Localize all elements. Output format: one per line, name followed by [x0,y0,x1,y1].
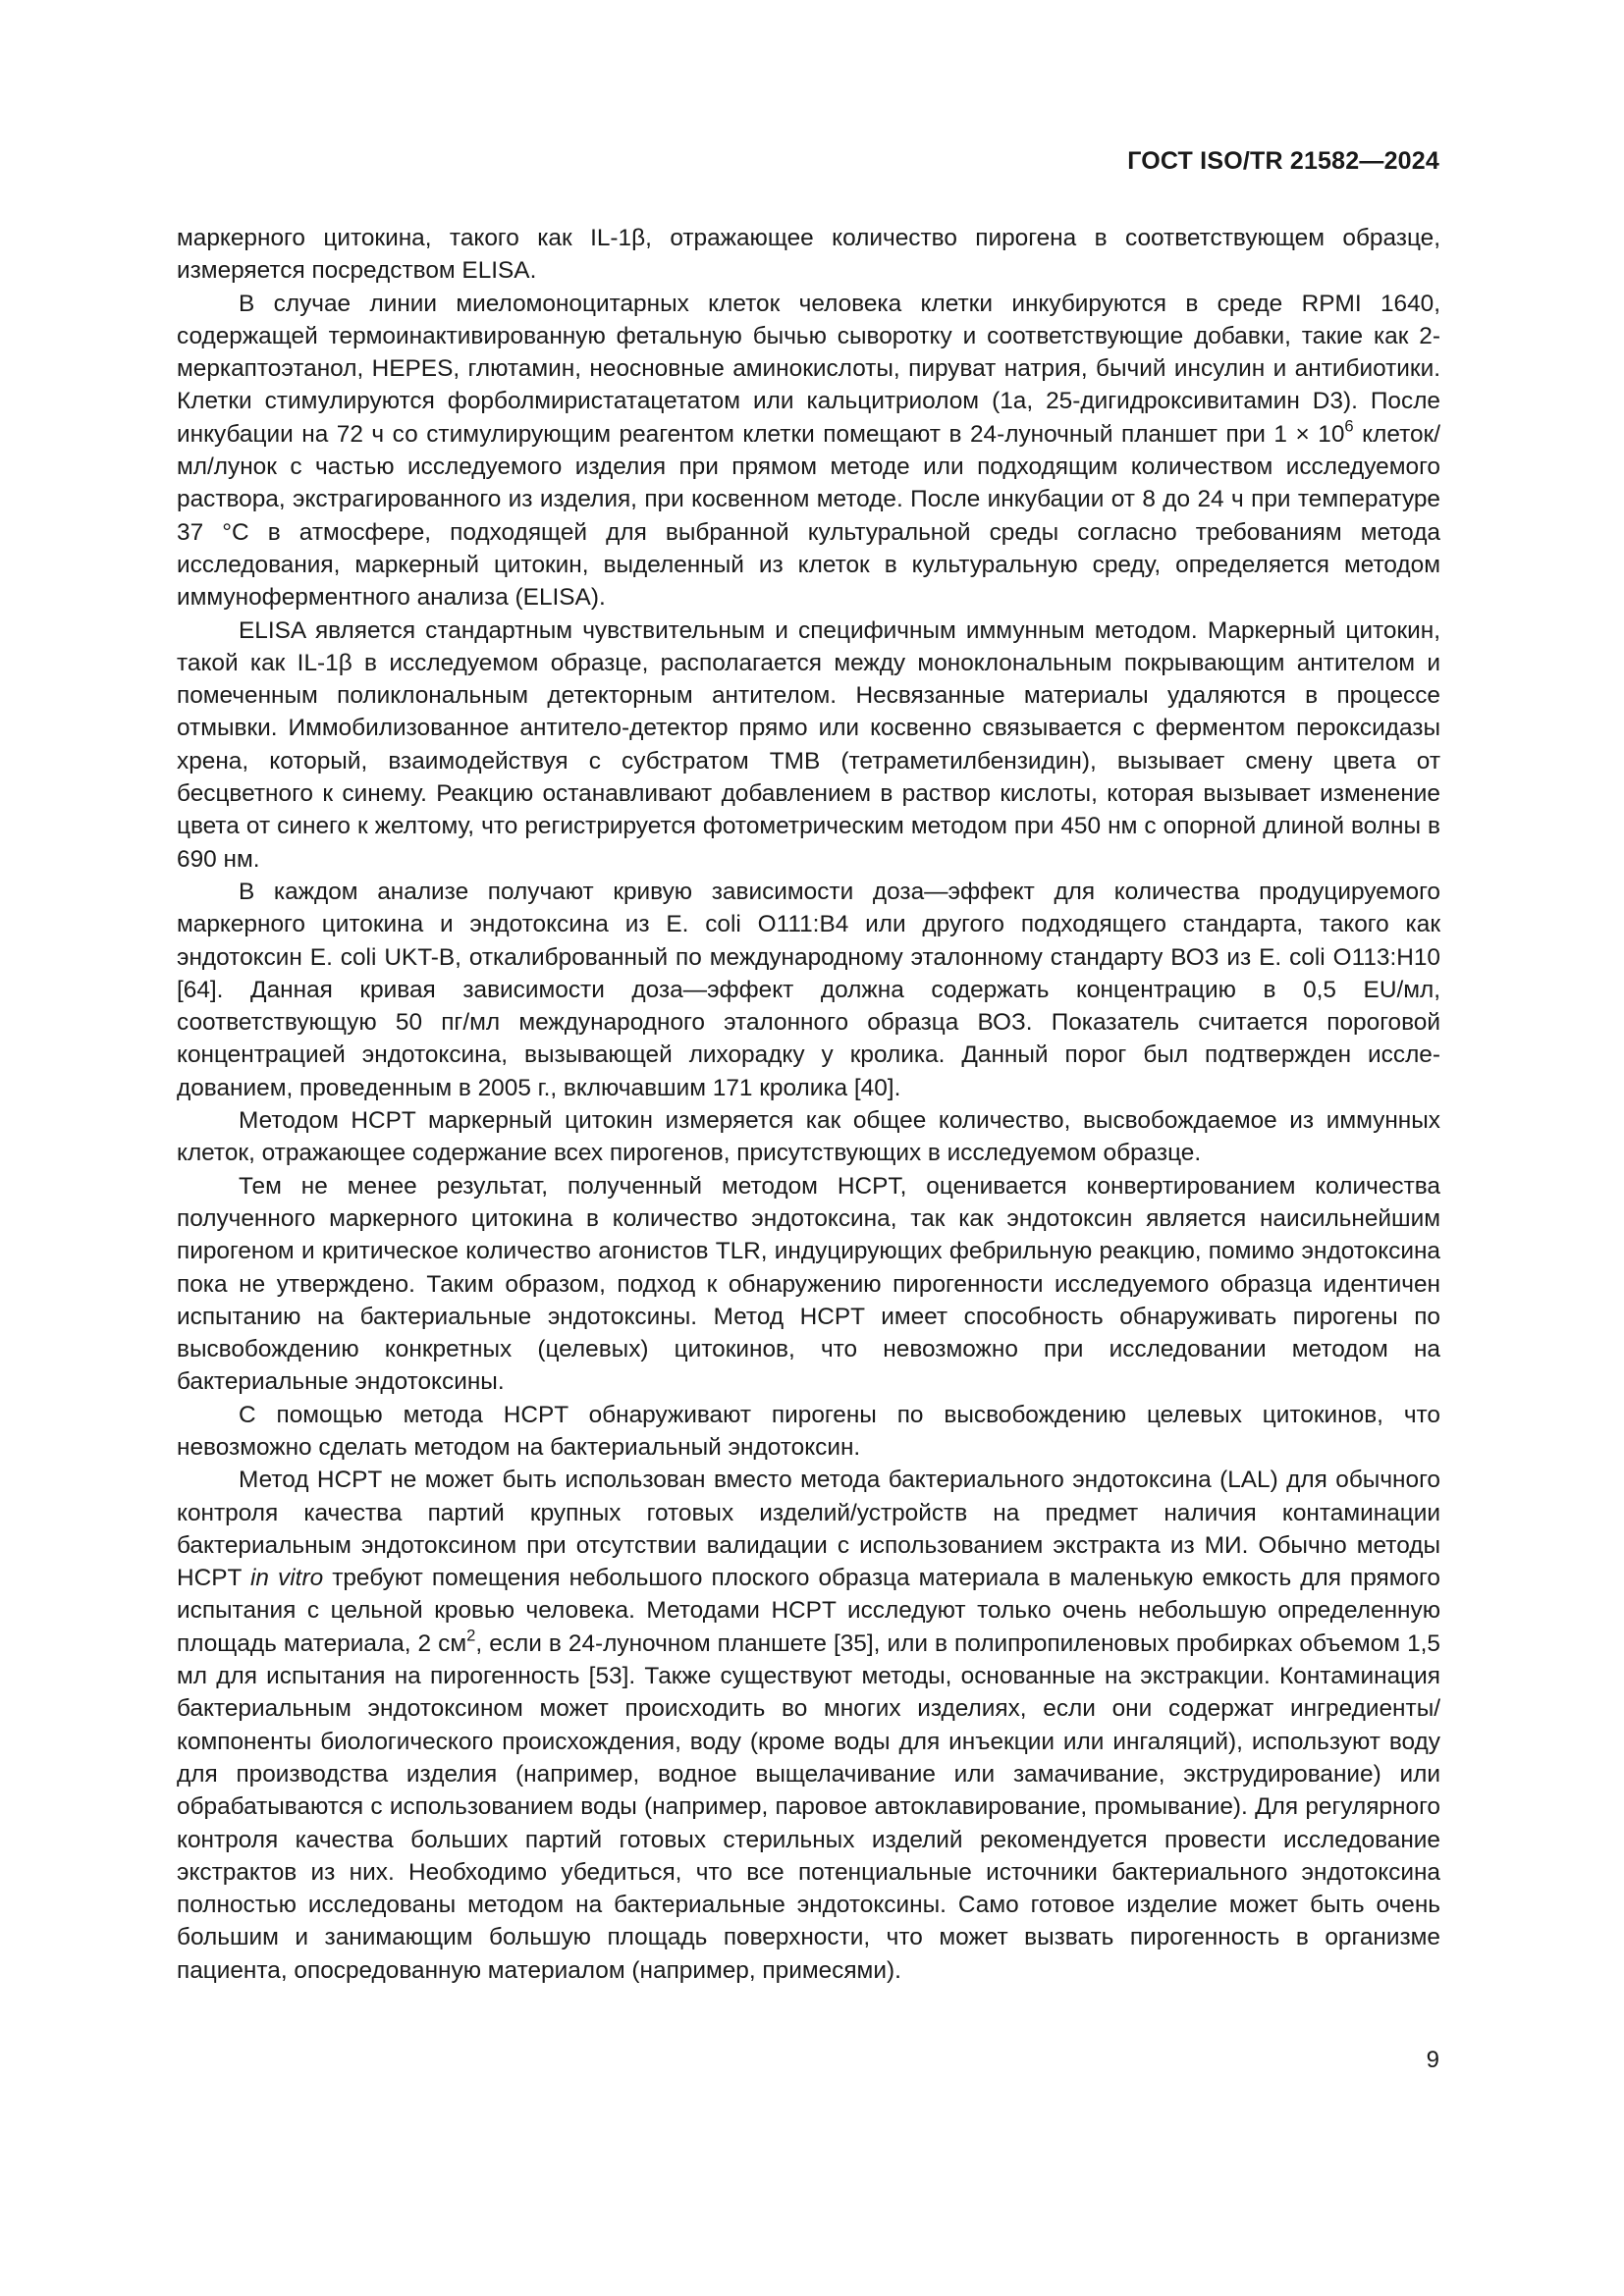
paragraph-text: клеток/мл/лунок с частью исследуемого изделия при прямом методе или подходящим количеством исследуемого раствора, экстрагированного из изделия, при косвенном методе. После инкубации от 8 до 24 ч при температуре 37 °С в атмосфере, подходящей для выбранной культуральной среды согласно требованиям метода исследования, маркерный цитокин, выделенный из клеток в культуральную среду, определяется методом иммуноферментного анализа (ELISA). [177,420,1440,612]
paragraph-text: В случае линии миеломоноцитарных клеток человека клетки инкубируются в среде RPMI 1640, содержащей термоинактивированную фетальную бычью сыворотку и соответствующие добавки, такие как 2-меркаптоэтанол, HEPES, глютамин, неосновные аминокислоты, пируват натрия, бычий инсулин и антибиотики. Клетки стимулируются форболмиристатацетатом или кальцитриолом (1а, 25-дигидроксивитамин D3). После инкубации на 72 ч со стимулирующим реагентом клетки помещают в 24-луночный планшет при 1 × 10 [177,290,1440,448]
paragraph-text: , если в 24-луночном планшете [35], или в полипропиленовых пробирках объемом 1,5 мл для испытания на пирогенность [53]. Также существуют методы, основанные на экстракции. Контаминация бактериальным эндотоксином может происходить во многих изделиях, если они содержат ингредиенты/компоненты биологического происхождения, воду (кроме воды для инъекции или ингаляций), используют воду для производства изделия (например, водное выщелачивание или замачивание, экструдирование) или обрабатываются с использованием воды (например, паровое автоклавирование, промывание). Для регулярного контроля качества больших партий готовых стерильных изделий рекомендуется провести исследование экстрактов из них. Необходимо убедиться, что все потенциальные источники бактериального эндотоксина полностью исследованы методом на бактериальные эндотоксины. Само готовое изделие может быть очень большим и занимающим большую площадь поверхности, что может вызвать пирогенность в организме пациента, опосредованную материалом (например, примесями). [177,1629,1440,1984]
paragraph-elisa: ELISA является стандартным чувствительным и специфичным иммунным методом. Маркерный цитокин, такой как IL-1β в исследуемом образце, располагается между моноклональным покрывающим антителом и помеченным поликлональным детекторным антителом. Несвязанные материалы удаляются в процессе отмывки. Иммобилизованное антитело-детектор прямо или косвенно связывается с ферментом пероксидазы хрена, который, взаимодействуя с субстратом ТМВ (тетраметилбензидин), вызывает смену цвета от бесцветного к синему. Реакцию останавливают добавлением в раствор кислоты, которая вызывает изменение цвета от синего к желтому, что регистрируется фотометрическим методом при 450 нм с опорной длиной волны в 690 нм. [177,616,1440,873]
paragraph-continuation: маркерного цитокина, такого как IL-1β, отражающее количество пирогена в соответствующем образце, измеряется посредством ELISA. [177,225,1440,285]
paragraph-hcpt-measurement: Методом HCPT маркерный цитокин измеряется как общее количество, высвобождаемое из иммунных клеток, отражающее содержание всех пирогенов, присутствующих в исследуемом образце. [177,1107,1440,1167]
italic-term: in vitro [250,1565,324,1592]
paragraph-hcpt-detection: С помощью метода HCPT обнаруживают пирогены по высвобождению целевых цитокинов, что невозможно сделать методом на бактериальный эндотоксин. [177,1401,1440,1461]
standard-designation: ГОСТ ISO/TR 21582—2024 [1127,147,1439,175]
paragraph-cell-incubation [177,288,1440,614]
paragraph-hcpt-result: Тем не менее результат, полученный методом HCPT, оценивается конвертированием количества полученного маркерного цитокина в количество эндотоксина, так как эндотоксин является наисильнейшим пирогеном и критическое количество агонистов TLR, индуцирующих фебрильную реакцию, помимо эндотоксина пока не утверждено. Таким образом, подход к обнаружению пирогенности исследуемого образца идентичен испытанию на бактериальные эндотоксины. Метод HCPT имеет способность обнаруживать пирогены по высвобождению конкретных (целевых) цитокинов, что невозможно при исследовании методом на бактериальные эндотоксины. [177,1172,1440,1396]
page-number: 9 [1426,2047,1439,2073]
paragraph-dose-response: В каждом анализе получают кривую зависимости доза—эффект для количества продуцируемого маркерного цитокина и эндотоксина из Е. coli O111:B4 или другого подходящего стандарта, такого как эндотоксин Е. coli UKT-B, откалиброванный по международному эталонному стандарту ВОЗ из Е. coli O113:H10 [64]. Данная кривая зависимости доза—эффект должна содержать концентрацию в 0,5 EU/мл, соответствующую 50 пг/мл международного эталонного образца ВОЗ. Показатель считается пороговой концентрацией эндотоксина, вызывающей лихорадку у кролика. Данный порог был подтвержден исследованием, проведенным в 2005 г., включавшим 171 кролика [40]. [177,878,1440,1101]
paragraph-text: требуют помещения небольшого плоского образца материала в маленькую емкость для прямого испытания с цельной кровью человека. Методами HCPT исследуют только очень небольшую определенную площадь материала, 2 см [177,1565,1440,1657]
superscript-exponent: 2 [466,1626,476,1645]
document-body [177,222,1440,1987]
superscript-exponent: 6 [1344,416,1354,436]
paragraph-text: Метод HCPT не может быть использован вместо метода бактериального эндотоксина (LAL) для обычного контроля качества партий крупных готовых изделий/устройств на предмет наличия контаминации бактериальным эндотоксином при отсутствии валидации с использованием экстракта из МИ. Обычно методы HCPT [177,1467,1440,1592]
paragraph-hcpt-limitations [177,1464,1440,1987]
